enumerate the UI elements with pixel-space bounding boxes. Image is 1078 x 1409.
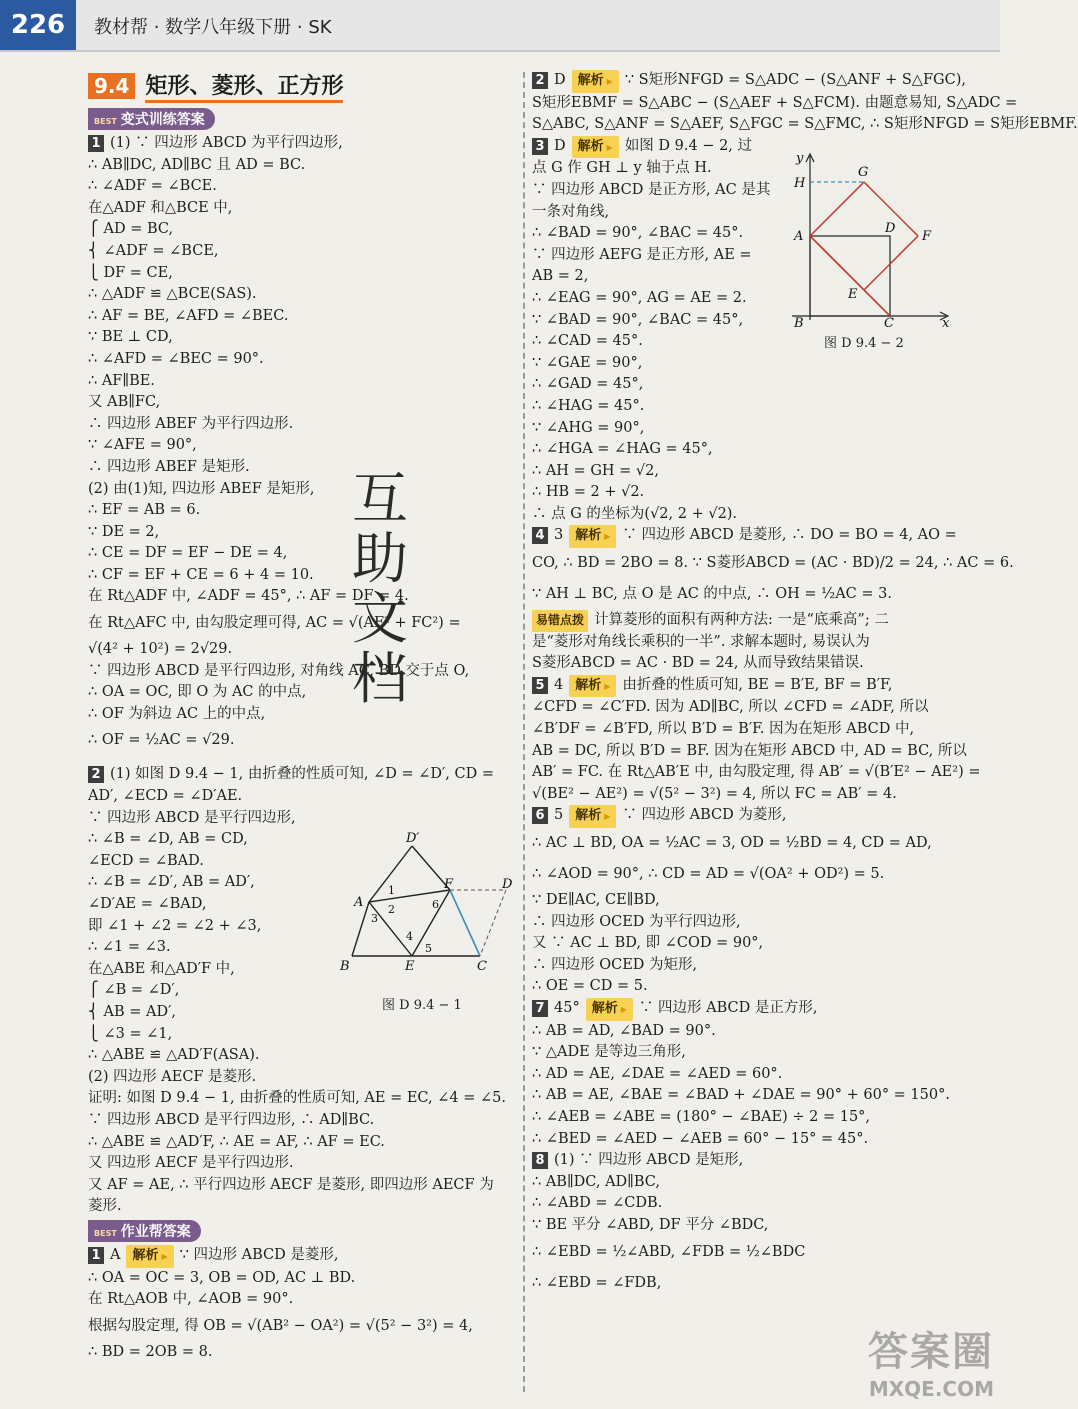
q2-line [88,764,516,786]
fig2-label: E [848,287,858,302]
text-line: S菱形ABCD = AC · BD = 24, 从而导致结果错误. [532,655,864,672]
figure-1-caption: 图 D 9.4 − 1 [382,998,462,1013]
text-line: ∴ BD = 2OB = 8. [88,1343,213,1360]
answer: 3 [554,527,564,544]
answer: D [554,137,566,154]
text-line: ∴ 四边形 ABEF 为平行四边形. [88,415,294,432]
text-line: 计算菱形的面积有两种方法: 一是“底乘高”; 二 [594,612,889,629]
text-line: ⎨ AB = AD′, [88,1003,176,1020]
hw-char: 互 [352,467,408,532]
text-line: ∴ AB∥DC, AD∥BC, [532,1173,660,1190]
fig1-label: E [405,959,415,974]
analysis-tag: 解析 ▶ [126,1245,173,1268]
text-line: ∵ 四边形 ABCD 为菱形, [622,807,787,824]
text-line: (2) 四边形 AECF 是菱形. [88,1068,257,1085]
text-line: ∵ 四边形 ABCD 是平行四边形, [88,809,296,826]
text-line: ∴ ∠ADF = ∠BCE. [88,178,217,195]
text-line: 在 Rt△AOB 中, ∠AOB = 90°. [88,1291,294,1308]
fig2-label: G [858,165,869,180]
subhead-homework-label: 作业帮答案 [120,1223,191,1240]
fig1-label: 6 [432,898,439,911]
text-line: 根据勾股定理, 得 OB = √(AB² − OA²) = √(5² − 3²) = 4, [88,1317,473,1334]
text-line: ∴ ∠AOD = 90°, ∴ CD = AD = √(OA² + OD²) = 5. [532,866,885,882]
text-line: ∵ ∠BAD = 90°, ∠BAC = 45°, [532,311,744,328]
text-line: ∴ OE = CD = 5. [532,978,648,995]
fig2-label: A [794,229,804,244]
question-number-6: 6 [532,807,548,824]
text-line: AD′, ∠ECD = ∠D′AE. [88,788,243,805]
text-line: ∴ AB = AE, ∠BAE = ∠BAD + ∠DAE = 90° + 60° = 150°. [532,1087,950,1104]
fig1-label: C [477,959,487,974]
hw-char: 助 [352,527,408,592]
fig1-label: A [354,895,364,910]
fig2-label: H [794,176,806,191]
text-line: 又 AF = AE, ∴ 平行四边形 AECF 是菱形, 即四边形 AECF 为 [88,1176,494,1193]
text-line: S△ABC, S△ANF = S△AEF, S△FGC = S△FMC, ∴ S矩形NFGD = S矩形EBMF. [532,116,1078,133]
q5-line [532,675,972,698]
fig1-label: D′ [406,831,420,846]
text-line: ∴ ∠EBD = ∠FDB, [532,1274,662,1291]
question-number-5: 5 [532,677,548,694]
section-name: 矩形、菱形、正方形 [145,69,343,103]
q4-line [532,525,972,548]
best-badge: BEST [94,1228,117,1238]
section-number: 9.4 [88,73,135,99]
text-line: ∴ ∠BED = ∠AED − ∠AEB = 60° − 15° = 45°. [532,1130,869,1147]
text-line: 在△ABE 和△AD′F 中, [88,960,235,977]
text-line: AB′ = FC. 在 Rt△AB′E 中, 由勾股定理, 得 AB′ = √(B′E² − AE²) = [532,764,981,781]
figure-2-caption: 图 D 9.4 − 2 [824,336,904,351]
hw1-line [88,1245,516,1268]
analysis-tag: 解析 ▶ [572,136,619,159]
fig2-label: F [922,229,932,244]
page-header [0,0,1000,52]
text-line: ∴ ∠CAD = 45°. [532,333,643,350]
subhead-variant [88,108,215,130]
text-line: ⎧ ∠B = ∠D′, [88,982,180,999]
text-line: 在 Rt△ADF 中, ∠ADF = 45°, ∴ AF = DF = 4. [88,588,409,605]
text-line: ∴ ∠B = ∠D′, AB = AD′, [88,874,255,891]
fig1-label: D [502,877,513,892]
text-line: 由折叠的性质可知, BE = B′E, BF = B′F, [622,676,893,693]
text-line: ∴ ∠BAD = 90°, ∠BAC = 45°. [532,225,744,242]
text-line: ∴ CE = DF = EF − DE = 4, [88,545,288,562]
text-line: (2) 由(1)知, 四边形 ABEF 是矩形, [88,480,315,497]
text-line: ∴ ∠HGA = ∠HAG = 45°, [532,441,713,458]
text-line: ∴ OA = OC, 即 O 为 AC 的中点, [88,684,307,701]
text-line: 四边形 ABCD 为平行四边形, [154,135,343,151]
fig1-label: 5 [425,942,432,955]
text-line: ∵ S矩形NFGD = S△ADC − (S△ANF + S△FGC), [624,72,966,88]
figure-1-drawing [334,828,520,978]
figure-d9-4-1 [334,828,520,1018]
answer: 5 [554,807,564,824]
text-line: ∵ AH ⊥ BC, 点 O 是 AC 的中点, ∴ OH = ½AC = 3. [532,586,892,603]
common-error-line [532,610,972,632]
fig2-label: C [884,316,894,331]
fig2-label: x [942,316,950,331]
subhead-homework [88,1220,201,1242]
text-line: 证明: 如图 D 9.4 − 1, 由折叠的性质可知, AE = EC, ∠4 = ∠5. [88,1090,506,1107]
fig1-label: F [444,877,454,892]
book-title: 教材帮 · 数学八年级下册 · SK [94,17,332,38]
text-line: 即 ∠1 + ∠2 = ∠2 + ∠3, [88,917,262,934]
text-line: ∵ 四边形 ABCD 是菱形, [179,1246,339,1263]
page-number: 226 [0,0,76,50]
text-line: √(4² + 10²) = 2√29. [88,641,233,658]
text-line: (1) 如图 D 9.4 − 1, 由折叠的性质可知, ∠D = ∠D′, CD = [110,766,494,783]
text-line: ∴ ∠EAG = 90°, AG = AE = 2. [532,289,747,306]
text-line: ∠B′DF = ∠B′FD, 所以 B′D = B′F. 因为在矩形 ABCD 中, [532,721,915,738]
text-line: 一条对角线, [532,203,610,220]
fig1-label: B [340,959,350,974]
hw-char: 档 [352,647,408,712]
text-line: ⎩ ∠3 = ∠1, [88,1025,173,1042]
text-line: ∵ ∠GAE = 90°, [532,354,643,371]
text-line: ∴ AC ⊥ BD, OA = ½AC = 3, OD = ½BD = 4, CD = AD, [532,835,932,851]
question-number-2: 2 [88,766,104,783]
text-line: ∵ DE = 2, [88,523,160,540]
text-line: ∴ △ABE ≌ △AD′F(ASA). [88,1047,260,1064]
text-line: S矩形EBMF = S△ABC − (S△AEF + S△FCM). 由题意易知, S△ADC = [532,94,1018,111]
q1-line [88,133,516,155]
q7-line [532,998,972,1021]
best-badge: BEST [94,117,117,126]
text-line: ∵ 四边形 ABCD 是正方形, [638,999,818,1016]
text-line: ∴ △ADF ≌ △BCE(SAS). [88,286,257,303]
question-number-4: 4 [532,527,548,544]
text-line: ∴ ∠ABD = ∠CDB. [532,1195,663,1212]
question-number-7: 7 [532,1000,548,1017]
text-line: ∴ ∠GAD = 45°, [532,376,644,393]
text-line: ∴ ∠AEB = ∠ABE = (180° − ∠BAE) ÷ 2 = 15°, [532,1108,871,1125]
text-line: 在△ADF 和△BCE 中, [88,199,233,216]
analysis-tag: 解析 ▶ [569,675,616,698]
text-line: 菱形. [88,1198,122,1215]
text-line: ∴ ∠B = ∠D, AB = CD, [88,831,248,848]
q2-right-line [532,70,972,93]
text-line: ∴ 四边形 ABEF 是矩形. [88,458,250,475]
text-line: ∵ 四边形 AEFG 是正方形, AE = [532,246,752,263]
text-line: ∴ AF = BE, ∠AFD = ∠BEC. [88,307,289,324]
q8-line [532,1150,972,1172]
text-line: ∴ ∠EBD = ½∠ABD, ∠FDB = ½∠BDC [532,1243,806,1260]
text-line: ⎨ ∠ADF = ∠BCE, [88,242,219,259]
column-divider [523,72,525,1392]
text-line: 又 四边形 AECF 是平行四边形. [88,1155,294,1172]
analysis-tag: 解析 ▶ [569,525,616,548]
text-line: √(BE² − AE²) = √(5² − 3²) = 4, 所以 FC = AB′ = 4. [532,785,897,802]
text-line: 是“菱形对角线长乘积的一半”. 求解本题时, 易误认为 [532,633,870,650]
handwritten-note [352,467,432,712]
question-number-3: 3 [532,138,548,155]
text-line: CO, ∴ BD = 2BO = 8. ∵ S菱形ABCD = (AC · BD)/2 = 24, ∴ AC = 6. [532,555,1014,572]
watermark-logo: 答案圈 [868,1329,994,1375]
text-line: ∵ ∠AHG = 90°, [532,419,645,436]
subhead-variant-label: 变式训练答案 [120,112,205,128]
question-number-2r: 2 [532,72,548,89]
text-line: ⎧ AD = BC, [88,221,174,238]
text-line: 在 Rt△AFC 中, 由勾股定理可得, AC = √(AF² + FC²) = [88,615,461,632]
text-line: ∴ ∠HAG = 45°. [532,397,645,414]
text-line: ∴ AB∥DC, AD∥BC 且 AD = BC. [88,156,306,173]
text-line: ∵ BE 平分 ∠ABD, DF 平分 ∠BDC, [532,1216,769,1233]
hw-char: 文 [352,587,408,652]
fig2-label: D [885,221,896,236]
analysis-tag: 解析 ▶ [586,998,633,1021]
text-line: ∴ ∠AFD = ∠BEC = 90°. [88,350,264,367]
section-title [88,70,516,102]
question-number-1: 1 [88,135,104,152]
text-line: ∴ 四边形 OCED 为平行四边形, [532,913,741,930]
text-line: ∴ HB = 2 + √2. [532,484,645,501]
text-line: AB = 2, [532,268,589,285]
answer: 45° [554,999,580,1016]
text-line: 点 G 作 GH ⊥ y 轴于点 H. [532,160,712,177]
q1-prefix: (1) ∵ [110,135,150,151]
text-line: 又 AB∥FC, [88,394,161,411]
fig1-label: 1 [388,884,395,897]
fig1-label: 4 [406,930,413,943]
text-line: 如图 D 9.4 − 2, 过 [624,137,753,154]
text-line: ∴ △ABE ≌ △AD′F, ∴ AE = AF, ∴ AF = EC. [88,1133,385,1150]
text-line: ∴ OA = OC = 3, OB = OD, AC ⊥ BD. [88,1269,356,1286]
text-line: ∵ △ADE 是等边三角形, [532,1044,686,1061]
text-line: ∵ 四边形 ABCD 是菱形, ∴ DO = BO = 4, AO = [622,527,957,544]
answer: A [110,1246,121,1263]
answer: 4 [554,676,564,693]
text-line: (1) ∵ 四边形 ABCD 是矩形, [554,1152,744,1169]
text-line: AB = DC, 所以 B′D = BF. 因为在矩形 ABCD 中, AD = BC, 所以 [532,742,967,759]
analysis-tag: 解析 ▶ [572,70,619,93]
text-line: ∴ CF = EF + CE = 6 + 4 = 10. [88,566,314,583]
question-number-8: 8 [532,1152,548,1169]
answer: D [554,72,566,88]
question-number-hw1: 1 [88,1247,104,1264]
text-line: ∴ OF = ½AC = √29. [88,732,235,749]
text-line: ∴ 点 G 的坐标为(√2, 2 + √2). [532,505,738,522]
text-line: ∴ ∠1 = ∠3. [88,939,171,956]
text-line: ∴ AH = GH = √2, [532,462,659,479]
watermark-url: MXQE.COM [868,1377,994,1401]
text-line: ∠CFD = ∠C′FD. 因为 AD∥BC, 所以 ∠CFD = ∠ADF, 所以 [532,699,929,716]
q6-line [532,805,972,828]
watermark [868,1320,994,1401]
text-line: ∠D′AE = ∠BAD, [88,896,207,912]
figure-d9-4-2 [784,150,954,350]
text-line: ∵ 四边形 ABCD 是平行四边形, ∴ AD∥BC. [88,1111,375,1128]
text-line: ∵ ∠AFE = 90°, [88,437,197,454]
text-line: ∴ OF 为斜边 AC 上的中点, [88,705,266,722]
analysis-tag: 解析 ▶ [569,805,616,828]
fig1-label: 2 [388,903,395,916]
text-line: ⎩ DF = CE, [88,264,173,281]
fig1-label: 3 [371,912,378,925]
text-line: ∴ AF∥BE. [88,372,155,389]
text-line: ∵ DE∥AC, CE∥BD, [532,892,660,908]
text-line: ∴ EF = AB = 6. [88,502,201,519]
left-column [88,70,516,1363]
text-line: ∴ 四边形 OCED 为矩形, [532,956,698,973]
text-line: 又 ∵ AC ⊥ BD, 即 ∠COD = 90°, [532,935,764,952]
figure-2-drawing [784,150,954,330]
common-error-tag: 易错点拨 [532,610,588,632]
text-line: ∴ AD = AE, ∠DAE = ∠AED = 60°. [532,1065,783,1082]
text-line: ∴ AB = AD, ∠BAD = 90°. [532,1022,716,1039]
text-line: ∠ECD = ∠BAD. [88,852,204,869]
text-line: ∵ 四边形 ABCD 是正方形, AC 是其 [532,181,771,198]
fig2-label: B [794,316,804,331]
fig2-label: y [796,151,804,166]
text-line: ∵ 四边形 ABCD 是平行四边形, 对角线 AC, BD 交于点 O, [88,662,470,679]
text-line: ∵ BE ⊥ CD, [88,329,173,346]
